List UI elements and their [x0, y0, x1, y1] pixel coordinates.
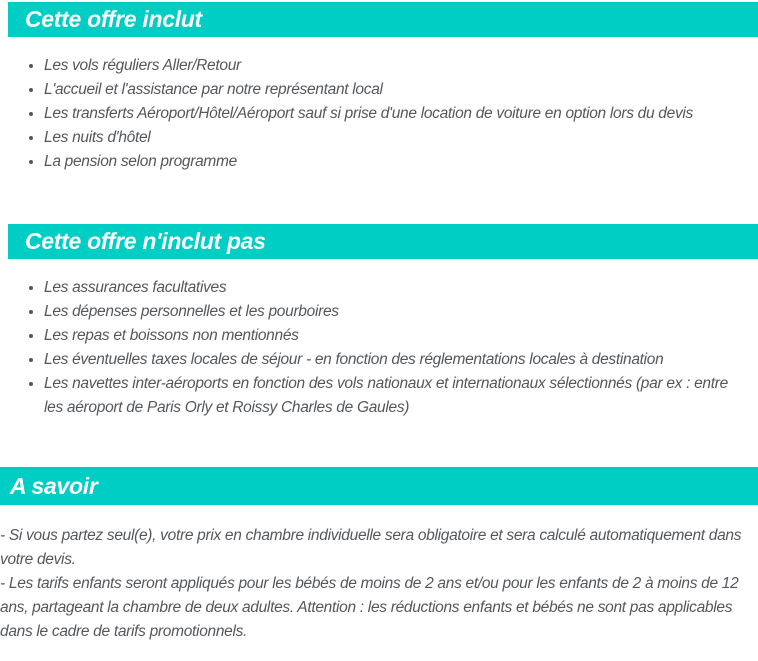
list-item: • Les repas et boissons non mentionnés: [44, 324, 750, 348]
note-paragraph: - Si vous partez seul(e), votre prix en chambre individuelle sera obligatoire et sera calculé automatiquement dans votre devis.: [0, 527, 742, 568]
list-item: • La pension selon programme: [44, 150, 750, 174]
section-not-included: [0, 224, 758, 420]
list-item: • Les éventuelles taxes locales de séjour - en fonction des réglementations locales à destination: [44, 348, 750, 372]
to-know-notes: [0, 524, 758, 644]
list-item: • Les navettes inter-aéroports en fonction des vols nationaux et internationaux sélectionnés (par ex : entre les aéroport de Paris Orly et Roissy Charles de Gaules): [44, 372, 750, 420]
included-list: [0, 54, 758, 174]
note-paragraph: - Les tarifs enfants seront appliqués pour les bébés de moins de 2 ans et/ou pour les enfants de 2 à moins de 12 ans, partageant la chambre de deux adultes. Attention : les réductions enfants et bébés ne sont pas applicables dans le cadre de tarifs promotionnels.: [0, 575, 739, 640]
section-title-to-know: A savoir: [0, 467, 758, 505]
list-item: • Les nuits d'hôtel: [44, 126, 750, 150]
list-item: • Les dépenses personnelles et les pourboires: [44, 300, 750, 324]
not-included-list: [0, 276, 758, 420]
section-title-included: Cette offre inclut: [8, 2, 758, 37]
offer-details-page: [0, 2, 758, 661]
list-item: • L'accueil et l'assistance par notre représentant local: [44, 78, 750, 102]
list-item: • Les assurances facultatives: [44, 276, 750, 300]
section-to-know: [0, 467, 758, 644]
section-title-not-included: Cette offre n'inclut pas: [8, 224, 758, 259]
list-item: • Les vols réguliers Aller/Retour: [44, 54, 750, 78]
section-included: [0, 2, 758, 174]
list-item: • Les transferts Aéroport/Hôtel/Aéroport sauf si prise d'une location de voiture en option lors du devis: [44, 102, 750, 126]
